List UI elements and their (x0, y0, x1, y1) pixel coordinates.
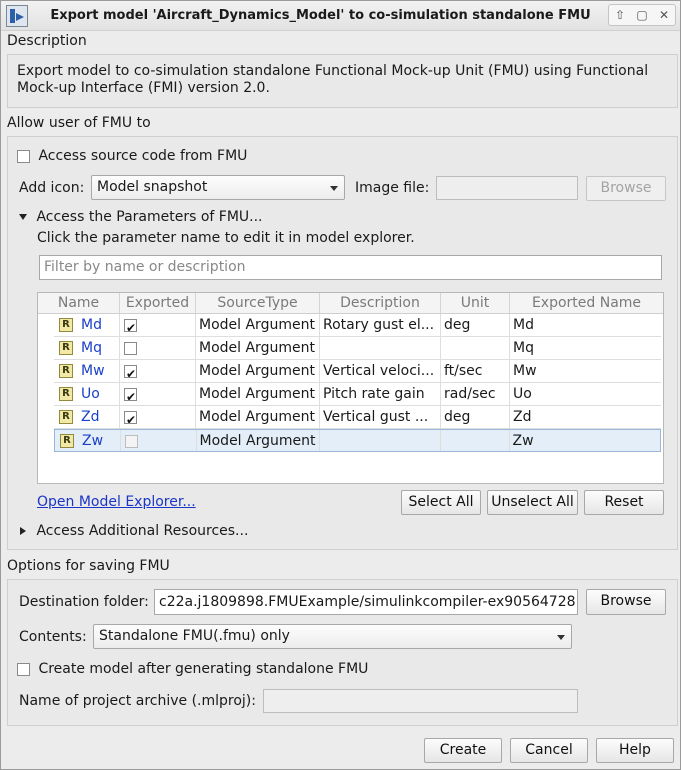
title-bar (1, 1, 680, 31)
window-title: Export model 'Aircraft_Dynamics_Model' to co-simulation standalone FMU (50, 8, 591, 23)
reset-button[interactable]: Reset (584, 490, 664, 515)
destination-label: Destination folder: (19, 594, 149, 610)
param-name-link[interactable]: Zd (81, 409, 100, 425)
param-name-link[interactable]: Uo (81, 386, 100, 402)
description-cell[interactable]: Vertical veloci... (320, 360, 441, 382)
source-type-cell: Model Argument (197, 430, 321, 451)
param-name-link[interactable]: Mw (81, 363, 105, 379)
create-button[interactable]: Create (424, 738, 502, 763)
table-row-selected[interactable] (54, 429, 661, 452)
description-text-line1: Export model to co-simulation standalone Functional Mock-up Unit (FMU) using Functional (17, 63, 649, 79)
contents-dropdown[interactable] (93, 624, 572, 649)
access-source-row (17, 148, 247, 164)
param-name-link[interactable]: Zw (82, 432, 104, 449)
destination-folder-field[interactable]: c22a.j1809898.FMUExample/simulinkcompiler-ex90564728 (154, 589, 578, 615)
filter-input[interactable] (39, 255, 662, 280)
table-row[interactable] (54, 337, 661, 360)
exported-name-cell[interactable]: Zd (513, 409, 532, 425)
chevron-down-icon (557, 635, 565, 640)
param-name-link[interactable]: Md (81, 317, 102, 333)
unit-cell[interactable]: deg (441, 406, 510, 428)
parameters-table (37, 292, 664, 484)
source-type-cell: Model Argument (196, 314, 320, 336)
source-type-cell: Model Argument (196, 383, 320, 405)
exported-checkbox[interactable] (124, 319, 137, 332)
simulink-app-icon (6, 5, 28, 27)
table-row[interactable] (54, 360, 661, 383)
description-group (7, 54, 678, 108)
open-model-explorer-link[interactable]: Open Model Explorer... (37, 494, 196, 510)
window-controls (608, 4, 676, 26)
additional-resources-label: Access Additional Resources... (36, 523, 249, 539)
params-hint: Click the parameter name to edit it in model explorer. (37, 230, 415, 246)
description-cell[interactable]: Rotary gust el... (320, 314, 441, 336)
exported-checkbox[interactable] (125, 435, 138, 448)
cancel-button[interactable]: Cancel (510, 738, 588, 763)
destination-browse-button[interactable]: Browse (586, 589, 666, 615)
help-button[interactable]: Help (596, 738, 674, 763)
table-header (38, 293, 663, 314)
saving-options-label: Options for saving FMU (7, 558, 170, 574)
image-file-field[interactable] (436, 176, 578, 200)
description-cell[interactable]: Pitch rate gain (320, 383, 441, 405)
table-row[interactable] (54, 383, 661, 406)
source-type-cell: Model Argument (196, 406, 320, 428)
image-file-label: Image file: (355, 180, 430, 196)
maximize-icon[interactable]: ▢ (636, 8, 648, 22)
description-label: Description (7, 33, 87, 49)
source-type-cell: Model Argument (196, 337, 320, 359)
col-header-exported-name[interactable]: Exported Name (531, 295, 642, 311)
contents-value: Standalone FMU(.fmu) only (99, 628, 290, 644)
col-header-description[interactable]: Description (320, 293, 441, 313)
unit-cell[interactable] (441, 430, 510, 451)
close-icon[interactable]: ✕ (658, 8, 670, 22)
unit-cell[interactable]: deg (441, 314, 510, 336)
select-all-button[interactable]: Select All (401, 490, 481, 515)
add-icon-value: Model snapshot (97, 179, 208, 195)
minimize-icon[interactable]: ⇧ (614, 8, 626, 22)
col-header-name[interactable]: Name (38, 293, 120, 313)
exported-name-cell[interactable]: Md (513, 317, 534, 333)
create-model-label: Create model after generating standalone FMU (38, 661, 369, 677)
allow-user-label: Allow user of FMU to (7, 115, 151, 131)
image-browse-button[interactable]: Browse (586, 176, 666, 201)
unselect-all-button[interactable]: Unselect All (487, 490, 578, 515)
exported-checkbox[interactable] (124, 411, 137, 424)
model-argument-icon: R (59, 387, 73, 401)
exported-checkbox[interactable] (124, 388, 137, 401)
add-icon-label: Add icon: (19, 180, 85, 196)
archive-label: Name of project archive (.mlproj): (19, 693, 256, 709)
chevron-down-icon (330, 186, 338, 191)
params-header-label: Access the Parameters of FMU... (36, 209, 263, 225)
access-source-label: Access source code from FMU (38, 148, 248, 164)
col-header-sourcetype[interactable]: SourceType (196, 293, 320, 313)
description-text-line2: Mock-up Interface (FMI) version 2.0. (17, 80, 270, 96)
create-model-row (17, 661, 368, 677)
unit-cell[interactable]: rad/sec (441, 383, 510, 405)
additional-resources-header[interactable] (20, 523, 248, 539)
exported-name-cell[interactable]: Mq (513, 340, 534, 356)
exported-name-cell[interactable]: Uo (513, 386, 532, 402)
params-header[interactable] (19, 209, 263, 225)
exported-checkbox[interactable] (124, 365, 137, 378)
expand-right-icon[interactable] (20, 527, 26, 535)
model-argument-icon: R (60, 434, 74, 448)
project-archive-field[interactable] (263, 689, 578, 713)
model-argument-icon: R (59, 341, 73, 355)
description-cell[interactable] (320, 337, 441, 359)
unit-cell[interactable] (441, 337, 510, 359)
table-row[interactable] (54, 406, 661, 429)
unit-cell[interactable]: ft/sec (441, 360, 510, 382)
model-argument-icon: R (59, 364, 73, 378)
source-type-cell: Model Argument (196, 360, 320, 382)
add-icon-dropdown[interactable] (91, 175, 345, 200)
model-argument-icon: R (59, 410, 73, 424)
col-header-unit[interactable]: Unit (441, 293, 510, 313)
create-model-checkbox[interactable] (17, 663, 30, 676)
exported-name-cell[interactable]: Mw (513, 363, 537, 379)
description-cell[interactable] (320, 430, 441, 451)
param-name-link[interactable]: Mq (81, 340, 102, 356)
contents-label: Contents: (19, 629, 87, 645)
expand-down-icon[interactable] (19, 214, 27, 220)
exported-name-cell[interactable]: Zw (512, 433, 534, 449)
exported-checkbox[interactable] (124, 342, 137, 355)
description-cell[interactable]: Vertical gust ... (320, 406, 441, 428)
model-argument-icon: R (59, 318, 73, 332)
table-row[interactable] (54, 314, 661, 337)
access-source-checkbox[interactable] (17, 150, 30, 163)
filter-placeholder: Filter by name or description (44, 259, 246, 275)
col-header-exported[interactable]: Exported (120, 293, 196, 313)
